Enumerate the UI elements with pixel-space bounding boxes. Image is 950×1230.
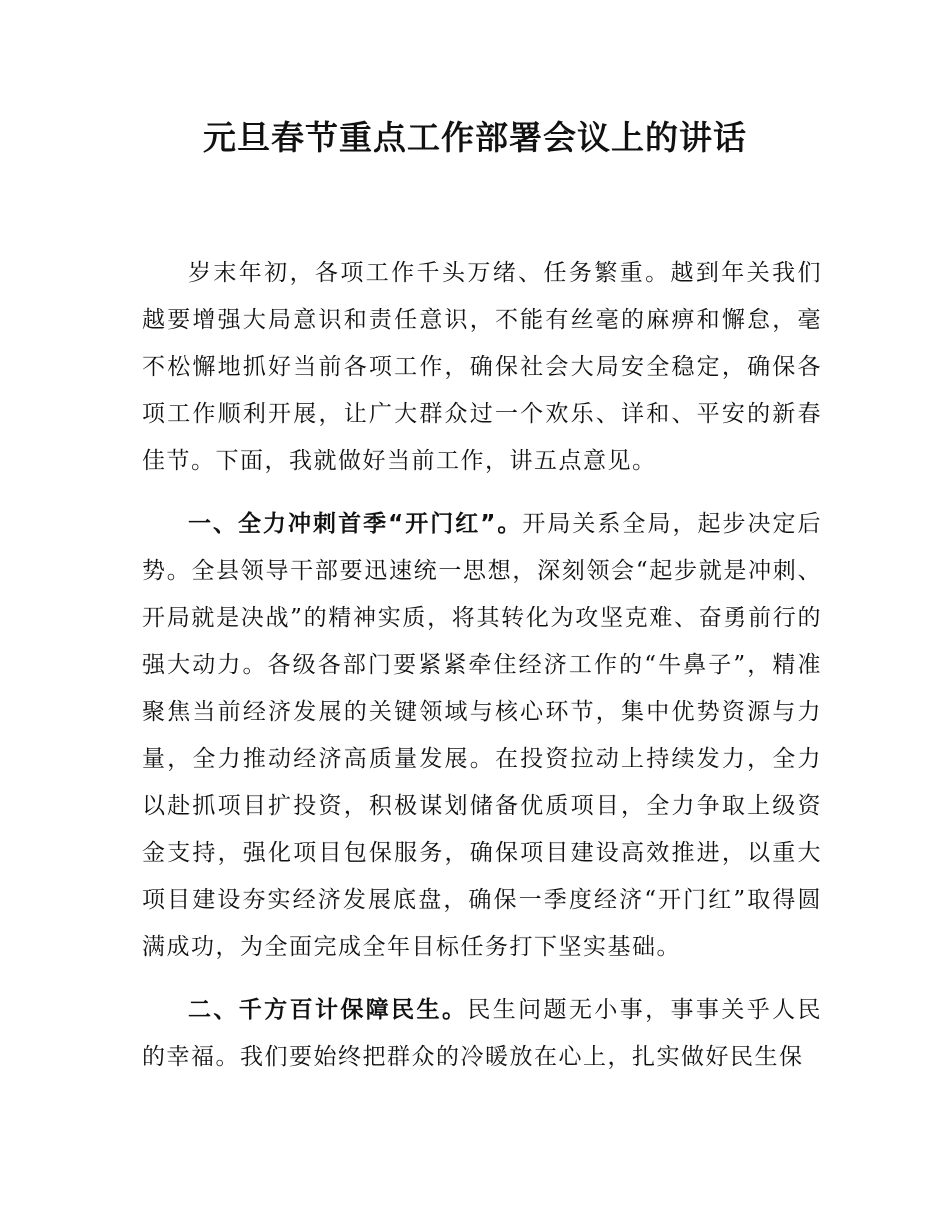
paragraph-section-2 xyxy=(142,987,822,1081)
document-title: 元旦春节重点工作部署会议上的讲话 xyxy=(203,118,747,157)
document-body xyxy=(142,250,822,1097)
paragraph-section-1 xyxy=(142,501,822,971)
paragraph-heading: 一、全力冲刺首季“开门红”。 xyxy=(188,511,523,537)
paragraph-text: 民生问题无小事，事事关乎人民的幸福。我们要始终把群众的冷暖放在心上，扎实做好民生保 xyxy=(142,997,823,1070)
paragraph-intro xyxy=(142,250,822,485)
paragraph-text: 岁末年初，各项工作千头万绪、任务繁重。越到年关我们越要增强大局意识和责任意识，不能有丝毫的麻痹和懈怠，毫不松懈地抓好当前各项工作，确保社会大局安全稳定，确保各项工作顺利开展，让广大群众过一个欢乐、详和、平安的新春佳节。下面，我就做好当前工作，讲五点意见。 xyxy=(142,260,822,474)
paragraph-heading: 二、千方百计保障民生。 xyxy=(188,997,468,1023)
paragraph-text: 开局关系全局，起步决定后势。全县领导干部要迅速统一思想，深刻领会“起步就是冲刺、开局就是决战”的精神实质，将其转化为攻坚克难、奋勇前行的强大动力。各级各部门要紧紧牵住经济工作的“牛鼻子”，精准聚焦当前经济发展的关键领域与核心环节，集中优势资源与力量，全力推动经济高质量发展。在投资拉动上持续发力，全力以赴抓项目扩投资，积极谋划储备优质项目，全力争取上级资金支持，强化项目包保服务，确保项目建设高效推进，以重大项目建设夯实经济发展底盘，确保一季度经济“开门红”取得圆满成功，为全面完成全年目标任务打下坚实基础。 xyxy=(142,511,823,960)
